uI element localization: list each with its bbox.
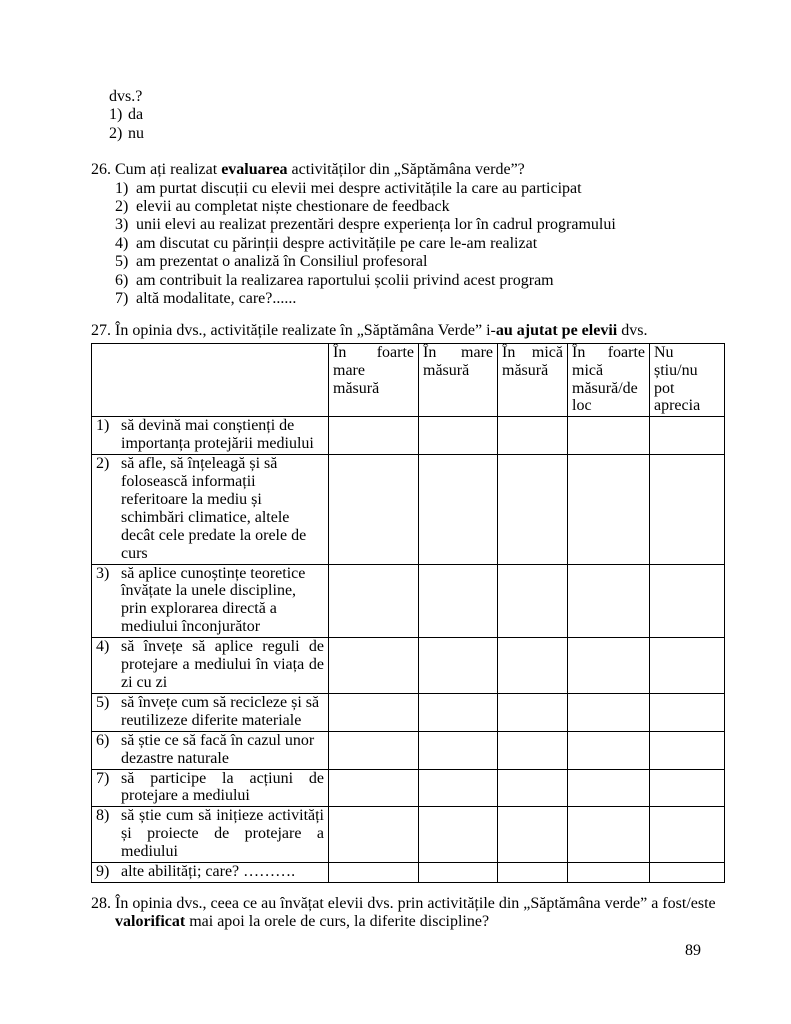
option-number: 5)	[115, 253, 129, 271]
rating-column-header: În mică măsură	[498, 343, 568, 417]
rating-cell	[329, 638, 419, 694]
question-27-number: 27.	[91, 322, 111, 340]
row-number: 1)	[96, 417, 110, 435]
rating-cell	[419, 731, 498, 769]
rating-cell	[568, 564, 650, 638]
question-26-options	[115, 180, 724, 309]
rating-cell	[329, 564, 419, 638]
rating-cell	[419, 564, 498, 638]
rating-cell	[498, 807, 568, 863]
question-28-number: 28.	[91, 894, 111, 912]
rating-cell	[498, 564, 568, 638]
table-row	[92, 417, 725, 455]
row-number: 3)	[96, 564, 110, 582]
row-label: să învețe să aplice reguli de protejare a mediului în viața de zi cu zi	[121, 638, 324, 691]
rating-cell	[329, 863, 419, 883]
row-number: 7)	[96, 769, 110, 787]
emphasis-text: evaluarea	[221, 161, 288, 179]
option-item	[115, 290, 724, 308]
question-28	[91, 895, 724, 932]
q27-rating-table	[91, 343, 725, 883]
rating-column-header: În mare măsură	[419, 343, 498, 417]
table-row	[92, 638, 725, 694]
rating-cell	[650, 807, 725, 863]
rating-column-header: În foarte mică măsură/de loc	[568, 343, 650, 417]
option-label: altă modalitate, care?......	[136, 289, 297, 307]
option-number: 2)	[109, 124, 123, 142]
option-label: elevii au completat niște chestionare de feedback	[136, 197, 450, 215]
table-corner-cell	[92, 343, 329, 417]
rating-cell	[568, 638, 650, 694]
option-number: 7)	[115, 289, 129, 307]
question-27	[91, 322, 724, 883]
text-segment: Cum ați realizat	[115, 161, 222, 179]
row-label: să participe la acțiuni de protejare a mediului	[121, 769, 324, 805]
row-number: 9)	[96, 863, 110, 881]
table-row	[92, 731, 725, 769]
page-number: 89	[685, 942, 701, 959]
question-28-title-line	[91, 895, 724, 932]
rating-cell	[498, 731, 568, 769]
question-28-title	[115, 895, 724, 932]
emphasis-text: valorificat	[115, 913, 186, 931]
rating-cell	[498, 863, 568, 883]
text-segment: În opinia dvs., activitățile realizate în „Săptămâna Verde” i-	[115, 322, 496, 340]
rating-cell	[498, 638, 568, 694]
question-26	[91, 161, 724, 308]
rating-cell	[650, 863, 725, 883]
option-item	[115, 253, 724, 271]
q25-tail-text: dvs.?	[109, 88, 143, 105]
option-item	[115, 272, 724, 290]
option-label: da	[128, 106, 144, 124]
row-label-cell	[92, 564, 329, 638]
question-26-number: 26.	[91, 161, 111, 179]
option-number: 1)	[109, 106, 123, 124]
rating-column-header: Nu știu/nu pot aprecia	[650, 343, 725, 417]
option-item	[115, 198, 724, 216]
option-number: 6)	[115, 271, 129, 289]
rating-cell	[650, 731, 725, 769]
option-item	[115, 216, 724, 234]
rating-cell	[498, 769, 568, 807]
option-number: 2)	[115, 197, 129, 215]
option-label: am discutat cu părinții despre activitățile pe care le-am realizat	[136, 234, 538, 252]
option-label: unii elevi au realizat prezentări despre experiența lor în cadrul programului	[136, 216, 616, 234]
option-label: nu	[128, 124, 144, 142]
table-row	[92, 455, 725, 564]
table-row	[92, 807, 725, 863]
text-segment: dvs.	[617, 322, 648, 340]
row-number: 2)	[96, 455, 110, 473]
rating-table-body	[92, 417, 725, 883]
row-label-cell	[92, 731, 329, 769]
row-label-cell	[92, 807, 329, 863]
row-number: 5)	[96, 693, 110, 711]
rating-cell	[568, 417, 650, 455]
q25-continuation	[109, 88, 724, 143]
rating-cell	[568, 807, 650, 863]
rating-cell	[568, 863, 650, 883]
rating-cell	[329, 807, 419, 863]
rating-cell	[650, 455, 725, 564]
row-label-cell	[92, 863, 329, 883]
option-label: am contribuit la realizarea raportului școlii privind acest program	[136, 271, 554, 289]
rating-cell	[498, 455, 568, 564]
rating-cell	[568, 769, 650, 807]
option-number: 4)	[115, 234, 129, 252]
rating-cell	[498, 693, 568, 731]
rating-cell	[650, 693, 725, 731]
rating-cell	[568, 455, 650, 564]
row-label: alte abilități; care? ……….	[121, 863, 296, 881]
rating-cell	[419, 638, 498, 694]
option-item	[115, 180, 724, 198]
row-number: 4)	[96, 638, 110, 656]
row-label-cell	[92, 638, 329, 694]
option-number: 3)	[115, 216, 129, 234]
text-segment: activităților din „Săptămâna verde”?	[287, 161, 525, 179]
rating-cell	[568, 731, 650, 769]
row-label: să devină mai conștienți de importanța protejării mediului	[121, 417, 314, 453]
option-number: 1)	[115, 179, 129, 197]
option-item	[109, 125, 724, 143]
rating-cell	[329, 417, 419, 455]
rating-table-header-row	[92, 343, 725, 417]
rating-cell	[568, 693, 650, 731]
table-row	[92, 564, 725, 638]
rating-cell	[329, 731, 419, 769]
option-label: am purtat discuții cu elevii mei despre activitățile la care au participat	[136, 179, 582, 197]
row-label: să învețe cum să recicleze și să reutilizeze diferite materiale	[121, 693, 320, 729]
option-label: am prezentat o analiză în Consiliul profesoral	[136, 253, 428, 271]
row-label-cell	[92, 769, 329, 807]
rating-cell	[650, 417, 725, 455]
text-segment: În opinia dvs., ceea ce au învățat elevii dvs. prin activitățile din „Săptămâna verde” a fost/este	[115, 894, 716, 912]
rating-cell	[650, 638, 725, 694]
option-item	[109, 106, 724, 124]
q25-options	[109, 106, 724, 143]
row-label: să aplice cunoștințe teoretice învățate la unele discipline, prin explorarea directă a mediului înconjurător	[121, 564, 306, 636]
rating-cell	[650, 769, 725, 807]
question-27-title	[115, 322, 724, 340]
rating-cell	[419, 807, 498, 863]
question-26-title	[115, 161, 724, 179]
question-27-title-line	[91, 322, 724, 340]
row-label-cell	[92, 455, 329, 564]
rating-cell	[650, 564, 725, 638]
row-label: să știe ce să facă în cazul unor dezastre naturale	[121, 731, 315, 767]
rating-cell	[419, 693, 498, 731]
table-row	[92, 693, 725, 731]
row-number: 6)	[96, 731, 110, 749]
question-26-title-line	[91, 161, 724, 179]
rating-cell	[419, 769, 498, 807]
emphasis-text: au ajutat pe elevii	[495, 322, 618, 340]
rating-cell	[498, 417, 568, 455]
rating-cell	[329, 769, 419, 807]
rating-cell	[419, 417, 498, 455]
table-row	[92, 769, 725, 807]
row-label: să știe cum să inițieze activități și proiecte de protejare a mediului	[121, 807, 324, 861]
row-label-cell	[92, 693, 329, 731]
text-segment: mai apoi la orele de curs, la diferite discipline?	[185, 913, 490, 931]
table-row	[92, 863, 725, 883]
rating-cell	[329, 693, 419, 731]
row-number: 8)	[96, 807, 110, 825]
option-item	[115, 235, 724, 253]
rating-cell	[419, 863, 498, 883]
rating-cell	[419, 455, 498, 564]
rating-column-header: În foarte mare măsură	[329, 343, 419, 417]
row-label-cell	[92, 417, 329, 455]
row-label: să afle, să înțeleagă și să folosească informații referitoare la mediu și schimbări climatice, altele decât cele predate la orele de curs	[121, 455, 307, 562]
rating-cell	[329, 455, 419, 564]
